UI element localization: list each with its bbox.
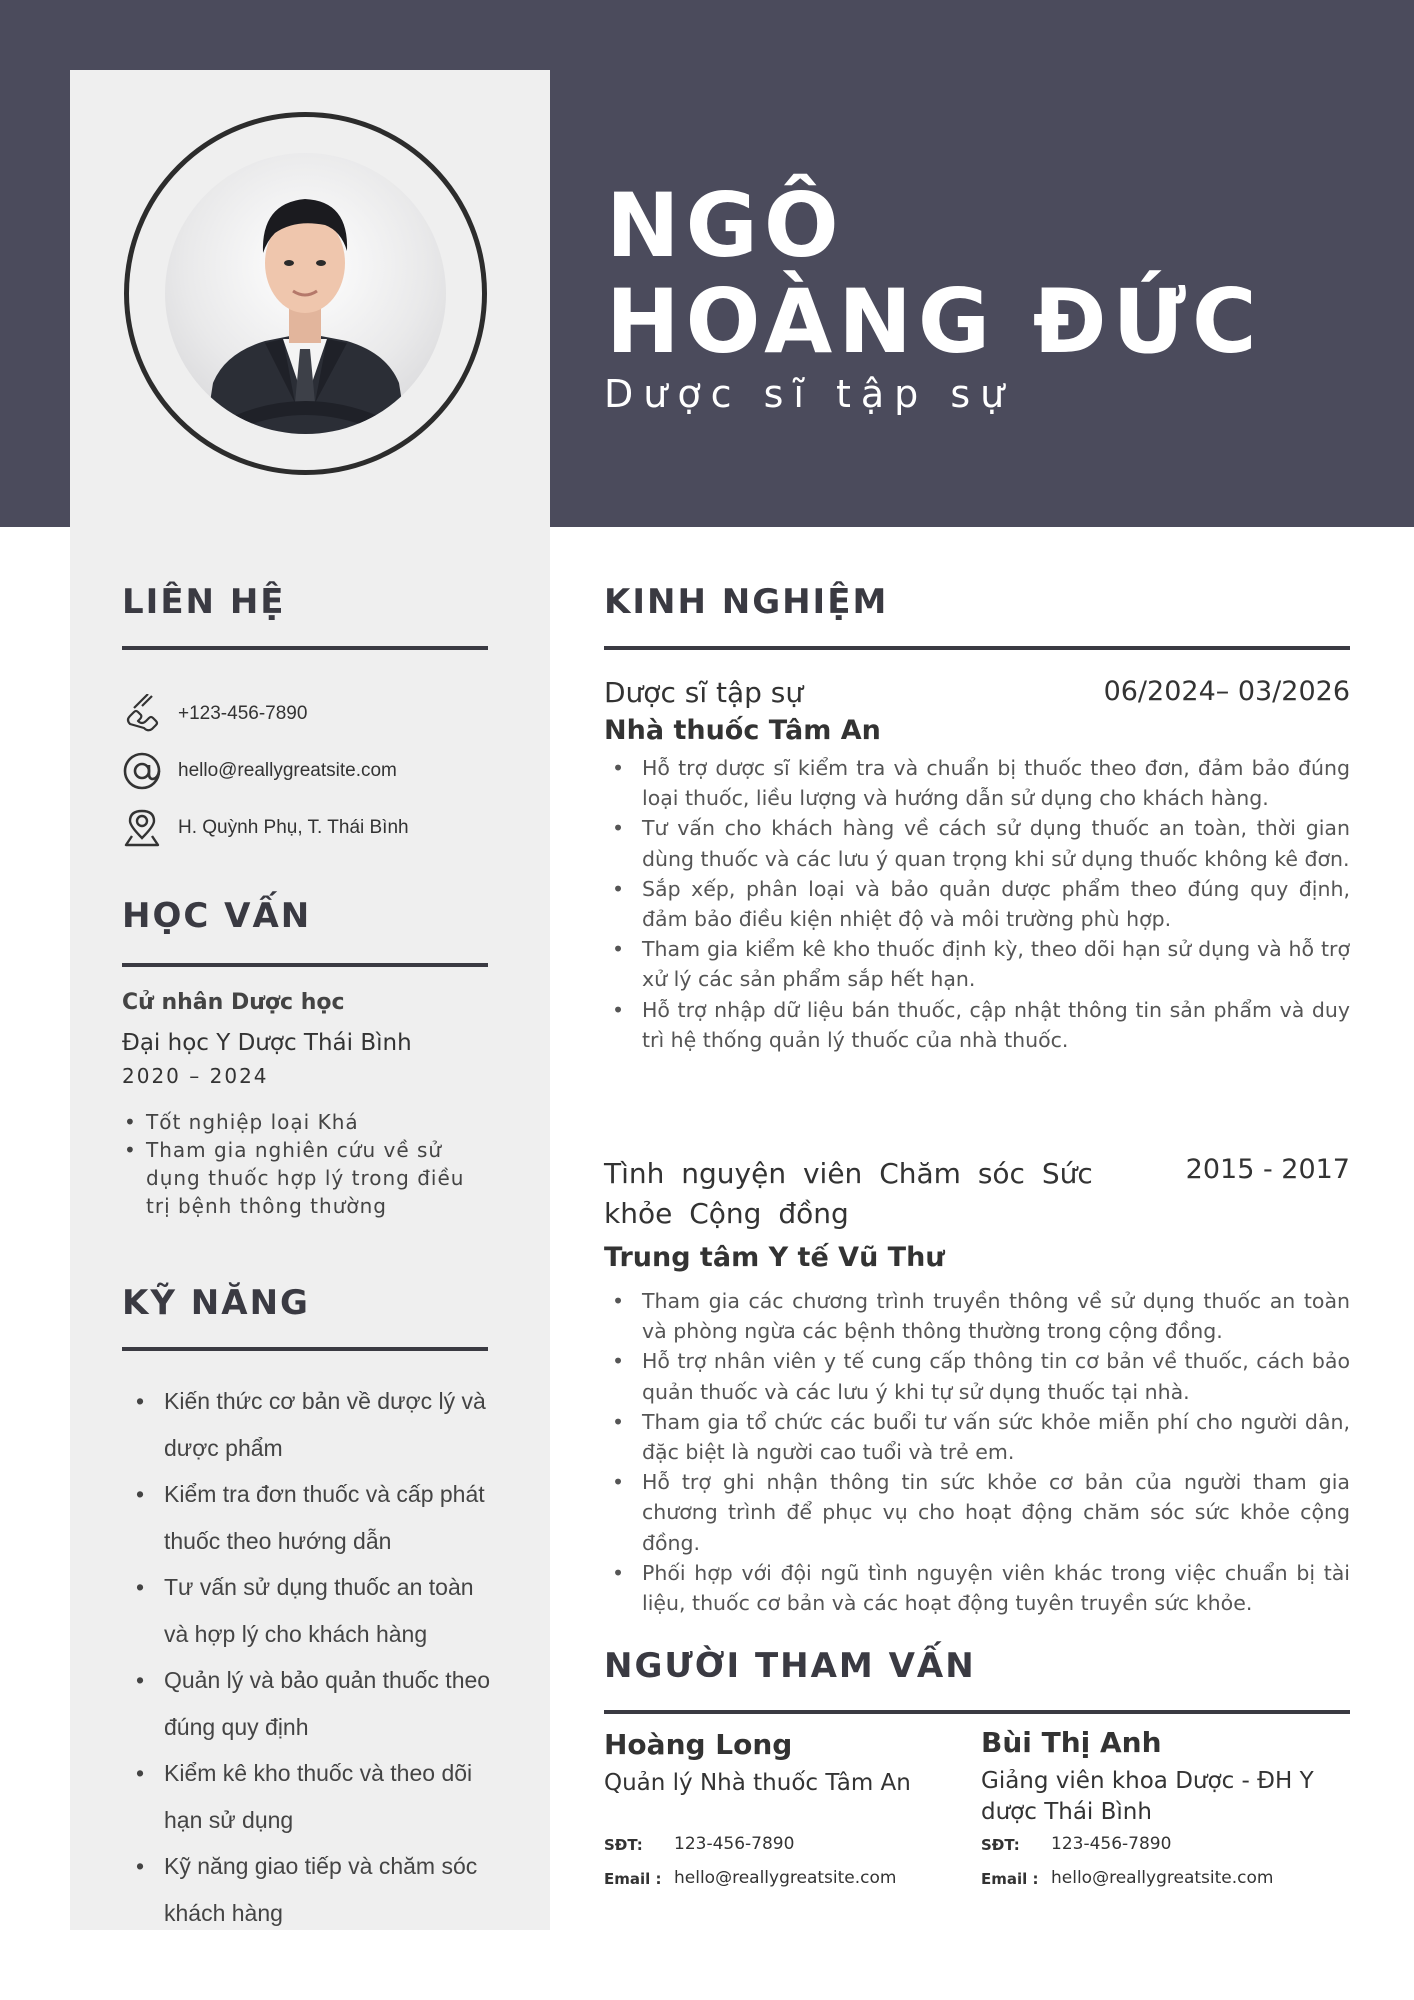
- education-degree: Cử nhân Dược học: [122, 990, 345, 1015]
- skills-heading: KỸ NĂNG: [122, 1283, 310, 1323]
- reference-1-email-value: hello@reallygreatsite.com: [674, 1868, 897, 1888]
- list-item: • Sắp xếp, phân loại và bảo quản dược phẩm theo đúng quy định, đảm bảo điều kiện nhiệt độ và môi trường phù hợp.: [612, 874, 1350, 934]
- education-notes: [122, 1108, 492, 1220]
- reference-2-name: Bùi Thị Anh: [981, 1726, 1162, 1759]
- contact-email: [122, 751, 397, 791]
- list-item: • Kiến thức cơ bản về dược lý và dược phẩm: [134, 1378, 494, 1471]
- list-item: • Tốt nghiệp loại Khá: [122, 1108, 492, 1136]
- phone-icon: [122, 694, 162, 734]
- contact-divider: [122, 646, 488, 650]
- reference-2-phone: [981, 1834, 1171, 1854]
- job-1-title: Dược sĩ tập sự: [604, 676, 804, 709]
- profile-photo: [165, 153, 446, 434]
- list-item: • Quản lý và bảo quản thuốc theo đúng quy định: [134, 1657, 494, 1750]
- email-label: Email :: [981, 1870, 1039, 1888]
- list-item: • Tư vấn sử dụng thuốc an toàn và hợp lý cho khách hàng: [134, 1564, 494, 1657]
- name-line-2: HOÀNG ĐỨC: [606, 270, 1263, 373]
- references-heading: NGƯỜI THAM VẤN: [604, 1646, 976, 1686]
- name-line-1: NGÔ: [606, 174, 845, 277]
- location-icon: [122, 808, 162, 848]
- list-item: • Tư vấn cho khách hàng về cách sử dụng thuốc an toàn, thời gian dùng thuốc và các lưu ý quan trọng khi sử dụng thuốc không kê đơn.: [612, 813, 1350, 873]
- contact-phone: [122, 694, 307, 734]
- job-1-company: Nhà thuốc Tâm An: [604, 715, 881, 746]
- job-2-duties: [612, 1286, 1350, 1618]
- list-item: • Kiểm tra đơn thuốc và cấp phát thuốc theo hướng dẫn: [134, 1471, 494, 1564]
- list-item: • Tham gia tổ chức các buổi tư vấn sức khỏe miễn phí cho người dân, đặc biệt là người cao tuổi và trẻ em.: [612, 1407, 1350, 1467]
- list-item: • Kiểm kê kho thuốc và theo dõi hạn sử dụng: [134, 1750, 494, 1843]
- list-item: • Hỗ trợ ghi nhận thông tin sức khỏe cơ bản của người tham gia chương trình để phục vụ cho hoạt động chăm sóc sức khỏe cộng đồng.: [612, 1467, 1350, 1558]
- experience-heading: KINH NGHIỆM: [604, 582, 889, 622]
- list-item: • Kỹ năng giao tiếp và chăm sóc khách hàng: [134, 1843, 494, 1936]
- contact-location-text: H. Quỳnh Phụ, T. Thái Bình: [178, 817, 409, 838]
- phone-label: SĐT:: [604, 1836, 643, 1854]
- list-item: • Hỗ trợ dược sĩ kiểm tra và chuẩn bị thuốc theo đơn, đảm bảo đúng loại thuốc, liều lượng và hướng dẫn sử dụng cho khách hàng.: [612, 753, 1350, 813]
- list-item: • Hỗ trợ nhập dữ liệu bán thuốc, cập nhật thông tin sản phẩm và duy trì hệ thống quản lý thuốc của nhà thuốc.: [612, 995, 1350, 1055]
- job-2-dates: 2015 - 2017: [1185, 1154, 1350, 1185]
- job-2-company: Trung tâm Y tế Vũ Thư: [604, 1242, 945, 1273]
- experience-divider: [604, 646, 1350, 650]
- profile-photo-frame: [124, 112, 487, 475]
- contact-location: [122, 808, 409, 848]
- education-divider: [122, 963, 488, 967]
- email-label: Email :: [604, 1870, 662, 1888]
- list-item: • Hỗ trợ nhân viên y tế cung cấp thông tin cơ bản về thuốc, cách bảo quản thuốc và các lưu ý khi tự sử dụng thuốc tại nhà.: [612, 1346, 1350, 1406]
- reference-1-phone: [604, 1834, 794, 1854]
- skills-divider: [122, 1347, 488, 1351]
- list-item: • Tham gia các chương trình truyền thông về sử dụng thuốc an toàn và phòng ngừa các bệnh thông thường trong cộng đồng.: [612, 1286, 1350, 1346]
- education-heading: HỌC VẤN: [122, 896, 312, 936]
- reference-1-phone-value: 123-456-7890: [674, 1834, 795, 1854]
- job-1-duties: [612, 753, 1350, 1055]
- email-icon: [122, 751, 162, 791]
- list-item: • Phối hợp với đội ngũ tình nguyện viên khác trong việc chuẩn bị tài liệu, thuốc cơ bản và các hoạt động tuyên truyền sức khỏe.: [612, 1558, 1350, 1618]
- job-1-dates: 06/2024– 03/2026: [1103, 676, 1350, 707]
- reference-2-role: Giảng viên khoa Dược - ĐH Y dược Thái Bình: [981, 1768, 1314, 1825]
- reference-2-email-value: hello@reallygreatsite.com: [1051, 1868, 1274, 1888]
- reference-1-name: Hoàng Long: [604, 1728, 793, 1761]
- education-years: 2020 – 2024: [122, 1064, 269, 1088]
- references-divider: [604, 1710, 1350, 1714]
- list-item: • Tham gia nghiên cứu về sử dụng thuốc hợp lý trong điều trị bệnh thông thường: [122, 1136, 492, 1220]
- list-item: • Tham gia kiểm kê kho thuốc định kỳ, theo dõi hạn sử dụng và hỗ trợ xử lý các sản phẩm sắp hết hạn.: [612, 934, 1350, 994]
- reference-1-role: Quản lý Nhà thuốc Tâm An: [604, 1770, 911, 1796]
- job-2-title: Tình nguyện viên Chăm sóc Sức khỏe Cộng đồng: [604, 1157, 1093, 1230]
- candidate-name: [606, 174, 1263, 373]
- phone-label: SĐT:: [981, 1836, 1020, 1854]
- reference-2-phone-value: 123-456-7890: [1051, 1834, 1172, 1854]
- contact-phone-text: +123-456-7890: [178, 703, 308, 724]
- contact-email-text: hello@reallygreatsite.com: [178, 760, 397, 781]
- person-portrait-icon: [165, 153, 446, 434]
- skills-list: [134, 1378, 494, 1936]
- contact-heading: LIÊN HỆ: [122, 582, 286, 622]
- reference-2-email: [981, 1868, 1273, 1888]
- education-school: Đại học Y Dược Thái Bình: [122, 1030, 412, 1056]
- job-title-header: Dược sĩ tập sự: [604, 372, 1015, 416]
- reference-1-email: [604, 1868, 896, 1888]
